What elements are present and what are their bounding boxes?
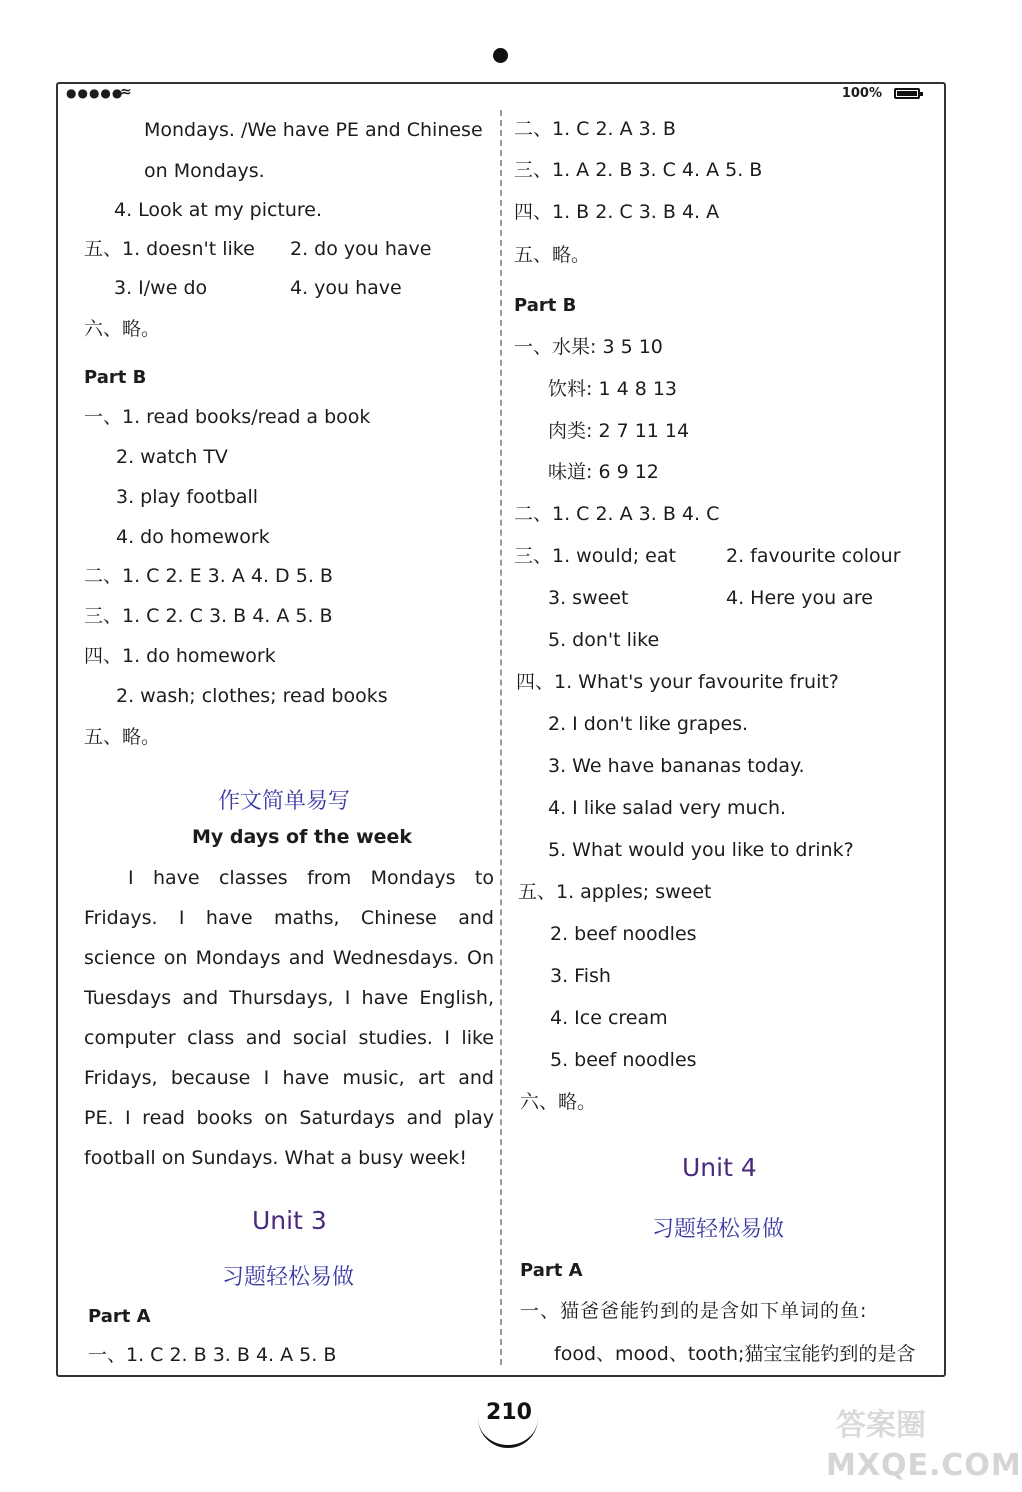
essay-body — [84, 866, 494, 1186]
part-b-label: Part B — [84, 367, 147, 388]
answer-line: 饮料: 1 4 8 13 — [548, 378, 678, 400]
answer-line: 味道: 6 9 12 — [548, 461, 659, 483]
essay-heading: 作文简单易写 — [218, 789, 351, 814]
answer-line: 肉类: 2 7 11 14 — [548, 420, 690, 442]
essay-line: Fridays. I have maths, Chinese and — [84, 907, 494, 929]
answer-line: 五、略。 — [514, 244, 591, 266]
exercise-heading: 习题轻松易做 — [222, 1265, 355, 1290]
wifi-icon: ≈ — [120, 84, 132, 100]
answer-line: 3. I/we do — [114, 277, 208, 299]
signal-icon: ●●●●● — [66, 86, 124, 100]
answer-line: 四、1. What's your favourite fruit? — [516, 671, 839, 693]
answer-line: 五、1. apples; sweet — [518, 881, 712, 903]
answer-line: 三、1. C 2. C 3. B 4. A 5. B — [84, 605, 333, 627]
answer-line: 二、1. C 2. A 3. B 4. C — [514, 503, 720, 525]
answer-line: 4. I like salad very much. — [548, 797, 787, 819]
essay-line: computer class and social studies. I like — [84, 1027, 494, 1049]
answer-line: 4. Look at my picture. — [114, 199, 323, 221]
answer-line: 3. play football — [116, 486, 259, 508]
answer-line: on Mondays. — [144, 160, 265, 182]
answer-line: 三、1. A 2. B 3. C 4. A 5. B — [514, 159, 763, 181]
answer-line: 3. sweet — [548, 587, 629, 609]
answer-line: 5. What would you like to drink? — [548, 839, 854, 861]
battery-icon — [894, 88, 920, 99]
camera-dot — [493, 48, 508, 63]
answer-line: 一、1. read books/read a book — [84, 406, 371, 428]
answer-line: 5. don't like — [548, 629, 660, 651]
battery-percent: 100% — [841, 86, 882, 101]
essay-title: My days of the week — [192, 826, 413, 848]
answer-line: 一、1. C 2. B 3. B 4. A 5. B — [88, 1344, 337, 1366]
answer-line: 5. beef noodles — [550, 1049, 697, 1071]
answer-line: 四、1. B 2. C 3. B 4. A — [514, 201, 720, 223]
answer-line: 2. beef noodles — [550, 923, 697, 945]
answer-line: food、mood、tooth;猫宝宝能钓到的是含 — [554, 1343, 916, 1365]
answer-line: 一、猫爸爸能钓到的是含如下单词的鱼: — [520, 1300, 868, 1322]
essay-line: science on Mondays and Wednesdays. On — [84, 947, 494, 969]
column-divider — [500, 110, 502, 1365]
page-number: 210 — [486, 1400, 532, 1425]
answer-line: 4. Ice cream — [550, 1007, 668, 1029]
answer-line: 四、1. do homework — [84, 645, 276, 667]
watermark-logo: 答案圈 — [836, 1408, 926, 1443]
essay-line: I have classes from Mondays to — [128, 867, 494, 889]
answer-line: 4. Here you are — [726, 587, 873, 609]
answer-line: 2. wash; clothes; read books — [116, 685, 388, 707]
essay-line: PE. I read books on Saturdays and play — [84, 1107, 494, 1129]
answer-line: 五、略。 — [84, 726, 161, 748]
unit-3-title: Unit 3 — [252, 1206, 327, 1235]
exercise-heading: 习题轻松易做 — [652, 1217, 785, 1242]
answer-line: 4. do homework — [116, 526, 270, 548]
answer-line: 2. I don't like grapes. — [548, 713, 749, 735]
unit-4-title: Unit 4 — [682, 1153, 757, 1182]
watermark-url: MXQE.COM — [826, 1448, 1022, 1483]
answer-line: 4. you have — [290, 277, 402, 299]
answer-line: 六、略。 — [520, 1091, 597, 1113]
essay-line: football on Sundays. What a busy week! — [84, 1147, 467, 1169]
essay-line: Fridays, because I have music, art and — [84, 1067, 494, 1089]
part-a-label: Part A — [88, 1306, 151, 1327]
answer-line: 2. favourite colour — [726, 545, 901, 567]
status-bar — [66, 86, 926, 106]
part-b-label: Part B — [514, 295, 577, 316]
answer-line: 六、略。 — [84, 318, 161, 340]
answer-line: 五、1. doesn't like — [84, 238, 255, 260]
essay-line: Tuesdays and Thursdays, I have English, — [84, 987, 494, 1009]
answer-line: 3. Fish — [550, 965, 611, 987]
answer-line: 二、1. C 2. A 3. B — [514, 118, 676, 140]
answer-line: 2. watch TV — [116, 446, 228, 468]
answer-line: Mondays. /We have PE and Chinese — [144, 119, 483, 141]
answer-line: 3. We have bananas today. — [548, 755, 805, 777]
answer-line: 三、1. would; eat — [514, 545, 676, 567]
answer-line: 一、水果: 3 5 10 — [514, 336, 663, 358]
answer-line: 二、1. C 2. E 3. A 4. D 5. B — [84, 565, 333, 587]
answer-line: 2. do you have — [290, 238, 432, 260]
part-a-label: Part A — [520, 1260, 583, 1281]
